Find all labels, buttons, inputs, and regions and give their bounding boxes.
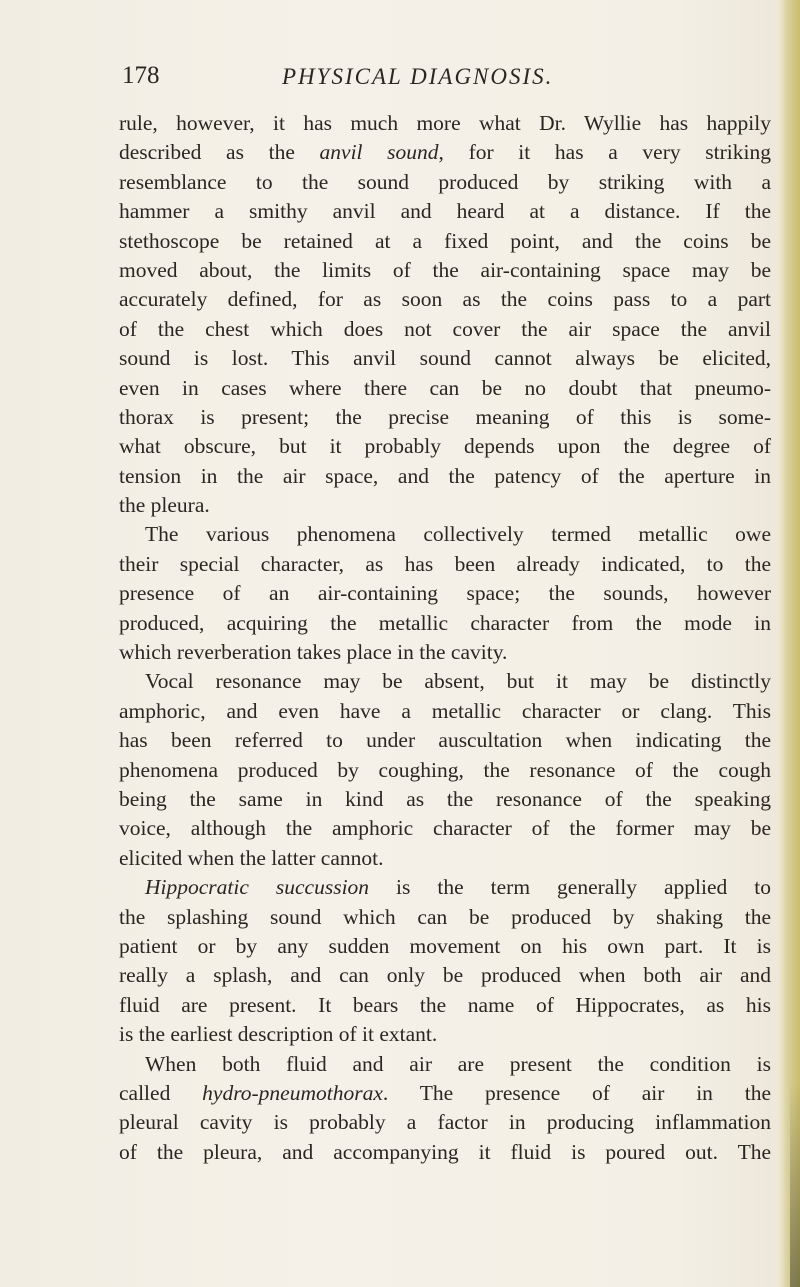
text-line: being the same in kind as the resonance of the speaking: [119, 786, 771, 811]
text-line: amphoric, and even have a metallic character or clang. This: [119, 698, 771, 723]
body-text: [119, 109, 771, 1167]
text-line: phenomena produced by coughing, the resonance of the cough: [119, 757, 771, 782]
text-line: moved about, the limits of the air-containing space may be: [119, 257, 771, 282]
text-line: called hydro-pneumothorax. The presence of air in the: [119, 1080, 772, 1105]
text-line: is the earliest description of it extant.: [119, 1022, 438, 1047]
running-head: PHYSICAL DIAGNOSIS.: [282, 64, 554, 89]
text-line: really a splash, and can only be produced when both air and: [119, 963, 771, 988]
page-header: [122, 60, 762, 104]
text-line: The various phenomena collectively termed metallic owe: [145, 522, 771, 547]
text-line: resemblance to the sound produced by striking with a: [119, 169, 771, 194]
text-line: stethoscope be retained at a fixed point, and the coins be: [119, 228, 771, 253]
text-line: even in cases where there can be no doubt that pneumo-: [119, 375, 771, 400]
italic-term: anvil sound: [319, 140, 439, 165]
italic-term: hydro-pneumothorax: [202, 1080, 383, 1105]
text-line: what obscure, but it probably depends upon the degree of: [119, 434, 771, 459]
text-line: rule, however, it has much more what Dr. Wyllie has happily: [119, 111, 771, 135]
italic-term: Hippocratic succussion: [145, 875, 370, 900]
text-line: When both fluid and air are present the condition is: [145, 1051, 771, 1076]
text-line: the pleura.: [119, 493, 210, 518]
text-line: of the chest which does not cover the air space the anvil: [119, 316, 771, 341]
text-line: Hippocratic succussion is the term generally applied to: [145, 875, 772, 900]
page-edge-shadow: [790, 1080, 800, 1287]
text-line: the splashing sound which can be produced by shaking the: [119, 904, 771, 929]
text-line: their special character, as has been already indicated, to the: [119, 551, 771, 576]
text-line: hammer a smithy anvil and heard at a distance. If the: [119, 199, 771, 224]
text-line: elicited when the latter cannot.: [119, 845, 384, 870]
text-line: tension in the air space, and the patency of the aperture in: [119, 463, 771, 488]
text-line: voice, although the amphoric character of the former may be: [119, 816, 771, 841]
text-line: has been referred to under auscultation when indicating the: [119, 728, 771, 753]
text-line: produced, acquiring the metallic character from the mode in: [119, 610, 771, 635]
text-line: which reverberation takes place in the cavity.: [119, 640, 508, 665]
text-line: thorax is present; the precise meaning of this is some-: [119, 404, 771, 429]
text-line: described as the anvil sound, for it has a very striking: [119, 140, 771, 165]
text-line: fluid are present. It bears the name of Hippocrates, as his: [119, 992, 771, 1017]
text-line: of the pleura, and accompanying it fluid is poured out. The: [119, 1139, 771, 1164]
text-line: presence of an air-containing space; the sounds, however: [119, 581, 771, 606]
text-line: pleural cavity is probably a factor in producing inflammation: [119, 1110, 771, 1135]
text-line: accurately defined, for as soon as the coins pass to a part: [119, 287, 771, 312]
page-number: 178: [122, 62, 160, 89]
text-line: sound is lost. This anvil sound cannot always be elicited,: [119, 346, 771, 371]
text-line: patient or by any sudden movement on his own part. It is: [119, 933, 771, 958]
text-line: Vocal resonance may be absent, but it may be distinctly: [145, 669, 771, 694]
